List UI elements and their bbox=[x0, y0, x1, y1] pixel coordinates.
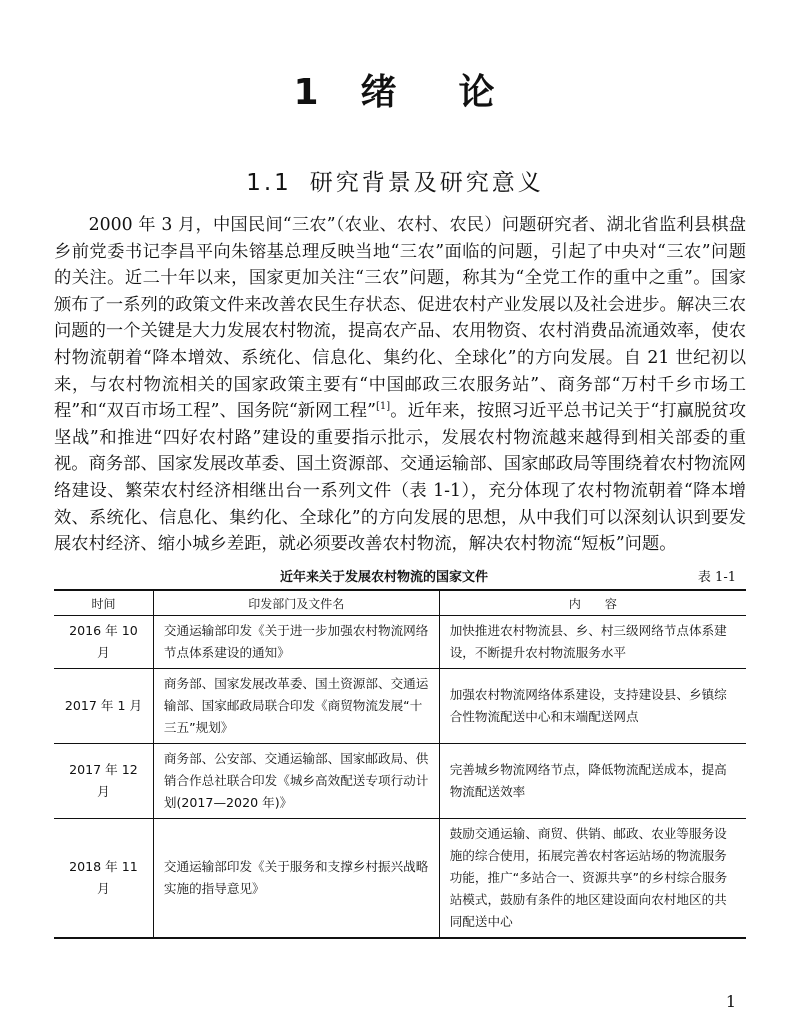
row-doc: 商务部、国家发展改革委、国土资源部、交通运输部、国家邮政局联合印发《商贸物流发展“十三五”规划》 bbox=[153, 669, 439, 744]
table-label: 表 1-1 bbox=[697, 570, 736, 585]
table-row bbox=[54, 744, 746, 819]
header-content: 内 容 bbox=[439, 590, 746, 616]
section-heading bbox=[0, 164, 790, 197]
table-row bbox=[54, 819, 746, 939]
paragraph bbox=[54, 212, 746, 558]
header-time: 时间 bbox=[54, 590, 153, 616]
row-time: 2016 年 10 月 bbox=[54, 616, 153, 669]
row-time: 2017 年 1 月 bbox=[54, 669, 153, 744]
paragraph-main: 2000 年 3 月，中国民间“三农”（农业、农村、农民）问题研究者、湖北省监利县棋盘乡前党委书记李昌平向朱镕基总理反映当地“三农”面临的问题，引起了中央对“三农”问题的关注。近二十年以来，国家更加关注“三农”问题，称其为“全党工作的重中之重”。国家颁布了一系列的政策文件来改善农民生存状态、促进农村产业发展以及社会进步。解决三农问题的一个关键是大力发展农村物流，提高农产品、农用物资、农村消费品流通效率，使农村物流朝着“降本增效、系统化、信息化、集约化、全球化”的方向发展。自 21 世纪初以来，与农村物流相关的国家政策主要有“中国邮政三农服务站”、商务部“万村千乡市场工程”和“双百市场工程”、国务院“新网工程” bbox=[54, 215, 746, 422]
table-row bbox=[54, 669, 746, 744]
row-content: 加快推进农村物流县、乡、村三级网络节点体系建设，不断提升农村物流服务水平 bbox=[439, 616, 746, 669]
table-row bbox=[54, 616, 746, 669]
reference-mark: [1] bbox=[375, 401, 391, 413]
page-number: 1 bbox=[725, 992, 736, 1011]
body-text bbox=[54, 212, 746, 558]
row-doc: 商务部、公安部、交通运输部、国家邮政局、供销合作总社联合印发《城乡高效配送专项行动计划(2017—2020 年)》 bbox=[153, 744, 439, 819]
chapter-title-word-1: 绪 bbox=[360, 72, 399, 113]
row-doc: 交通运输部印发《关于进一步加强农村物流网络节点体系建设的通知》 bbox=[153, 616, 439, 669]
chapter-number: 1 bbox=[293, 72, 321, 113]
table-title: 近年来关于发展农村物流的国家文件 bbox=[280, 570, 489, 585]
row-time: 2018 年 11 月 bbox=[54, 819, 153, 939]
header-doc: 印发部门及文件名 bbox=[153, 590, 439, 616]
row-time: 2017 年 12 月 bbox=[54, 744, 153, 819]
chapter-title bbox=[0, 64, 790, 115]
row-content: 鼓励交通运输、商贸、供销、邮政、农业等服务设施的综合使用，拓展完善农村客运站场的物流服务功能，推广“多站合一、资源共享”的乡村综合服务站模式，鼓励有条件的地区建设面向农村地区的共同配送中心 bbox=[439, 819, 746, 939]
section-title: 研究背景及研究意义 bbox=[309, 170, 544, 196]
table-header-row bbox=[54, 590, 746, 616]
section-number: 1.1 bbox=[246, 170, 292, 196]
row-content: 完善城乡物流网络节点，降低物流配送成本，提高物流配送效率 bbox=[439, 744, 746, 819]
row-content: 加强农村物流网络体系建设，支持建设县、乡镇综合性物流配送中心和末端配送网点 bbox=[439, 669, 746, 744]
row-doc: 交通运输部印发《关于服务和支撑乡村振兴战略实施的指导意见》 bbox=[153, 819, 439, 939]
documents-table bbox=[54, 589, 746, 939]
paragraph-rest: 。近年来，按照习近平总书记关于“打赢脱贫攻坚战”和推进“四好农村路”建设的重要指示批示，发展农村物流越来越得到相关部委的重视。商务部、国家发展改革委、国土资源部、交通运输部、国家邮政局等围绕着农村物流网络建设、繁荣农村经济相继出台一系列文件（表 1-1），充分体现了农村物流朝着“降本增效、系统化、信息化、集约化、全球化”的方向发展的思想，从中我们可以深刻认识到要发展农村经济、缩小城乡差距，就必须要改善农村物流，解决农村物流“短板”问题。 bbox=[54, 401, 746, 555]
chapter-title-word-2: 论 bbox=[458, 72, 497, 113]
